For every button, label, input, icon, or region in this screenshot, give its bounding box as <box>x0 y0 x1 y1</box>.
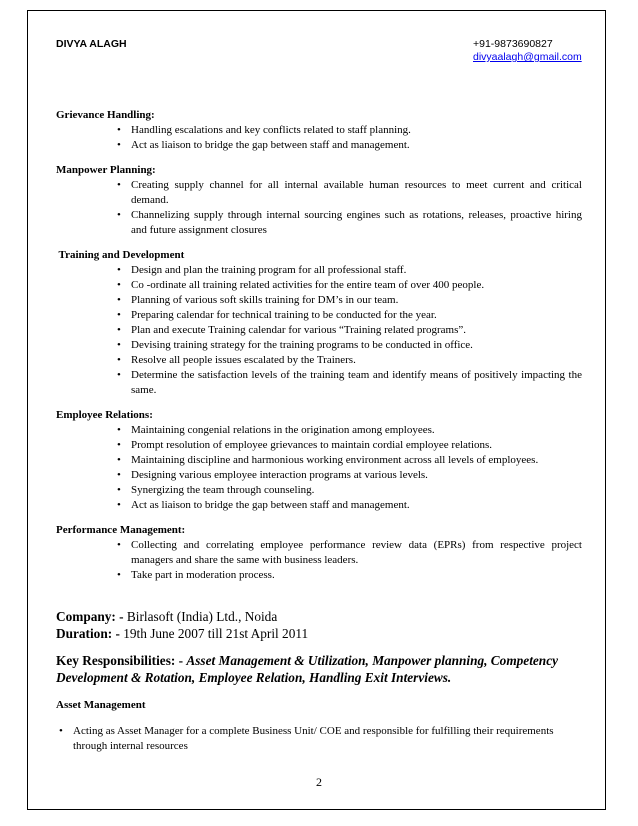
list-item: • Act as liaison to bridge the gap between staff and management. <box>131 138 582 153</box>
page-number: 2 <box>316 775 322 789</box>
list-item: • Resolve all people issues escalated by the Trainers. <box>131 353 582 368</box>
list-item: • Handling escalations and key conflicts related to staff planning. <box>131 123 582 138</box>
section-title-grievance: Grievance Handling: <box>56 109 155 121</box>
section-title-employee-relations: Employee Relations: <box>56 409 153 421</box>
asset-management-list <box>56 724 582 754</box>
company-value: Birlasoft (India) Ltd., Noida <box>123 609 278 624</box>
list-item: • Acting as Asset Manager for a complete Business Unit/ COE and responsible for fulfilling their requirements through internal resources <box>73 724 582 754</box>
list-item: • Planning of various soft skills training for DM’s in our team. <box>131 293 582 308</box>
list-item: • Co -ordinate all training related activities for the entire team of over 400 people. <box>131 278 582 293</box>
candidate-name: DIVYA ALAGH <box>56 38 127 50</box>
list-item: • Maintaining discipline and harmonious working environment across all levels of employees. <box>131 453 582 468</box>
list-item: • Preparing calendar for technical training to be conducted for the year. <box>131 308 582 323</box>
employee-relations-list <box>56 423 582 513</box>
section-title-performance: Performance Management: <box>56 524 186 536</box>
duration-value: 19th June 2007 till 21st April 2011 <box>119 626 309 641</box>
training-list <box>56 263 582 398</box>
company-label: Company: - <box>56 609 124 624</box>
key-responsibilities-value: Asset Management & Utilization, Manpower planning, Competency Development & Rotation, Employee Relation, Handling Exit Interviews. <box>56 653 559 685</box>
list-item: • Creating supply channel for all internal available human resources to meet current and critical demand. <box>131 178 582 208</box>
section-title-manpower: Manpower Planning: <box>56 164 156 176</box>
manpower-list <box>56 178 582 238</box>
list-item: • Plan and execute Training calendar for various “Training related programs”. <box>131 323 582 338</box>
list-item: • Design and plan the training program for all professional staff. <box>131 263 582 278</box>
list-item: • Maintaining congenial relations in the origination among employees. <box>131 423 582 438</box>
grievance-list <box>56 123 582 153</box>
email-link[interactable]: divyaalagh@gmail.com <box>473 51 582 63</box>
section-title-training: Training and Development <box>56 249 185 261</box>
list-item: • Synergizing the team through counseling. <box>131 483 582 498</box>
phone-number: +91-9873690827 <box>473 38 553 50</box>
list-item: • Channelizing supply through internal sourcing engines such as rotations, releases, proactive hiring and future assignment closures <box>131 208 582 238</box>
resume-body <box>56 108 582 764</box>
company-line <box>56 608 582 625</box>
duration-line <box>56 625 582 642</box>
list-item: • Collecting and correlating employee performance review data (EPRs) from respective project managers and share the same with business leaders. <box>131 538 582 568</box>
performance-list <box>56 538 582 583</box>
key-responsibilities <box>56 652 582 686</box>
list-item: • Determine the satisfaction levels of the training team and identify means of positively impacting the same. <box>131 368 582 398</box>
section-title-asset-management: Asset Management <box>56 699 146 711</box>
list-item: • Devising training strategy for the training programs to be conducted in office. <box>131 338 582 353</box>
key-responsibilities-label: Key Responsibilities: - <box>56 653 187 668</box>
list-item: • Act as liaison to bridge the gap between staff and management. <box>131 498 582 513</box>
duration-label: Duration: - <box>56 626 120 641</box>
list-item: • Prompt resolution of employee grievances to maintain cordial employee relations. <box>131 438 582 453</box>
list-item: • Take part in moderation process. <box>131 568 582 583</box>
list-item: • Designing various employee interaction programs at various levels. <box>131 468 582 483</box>
